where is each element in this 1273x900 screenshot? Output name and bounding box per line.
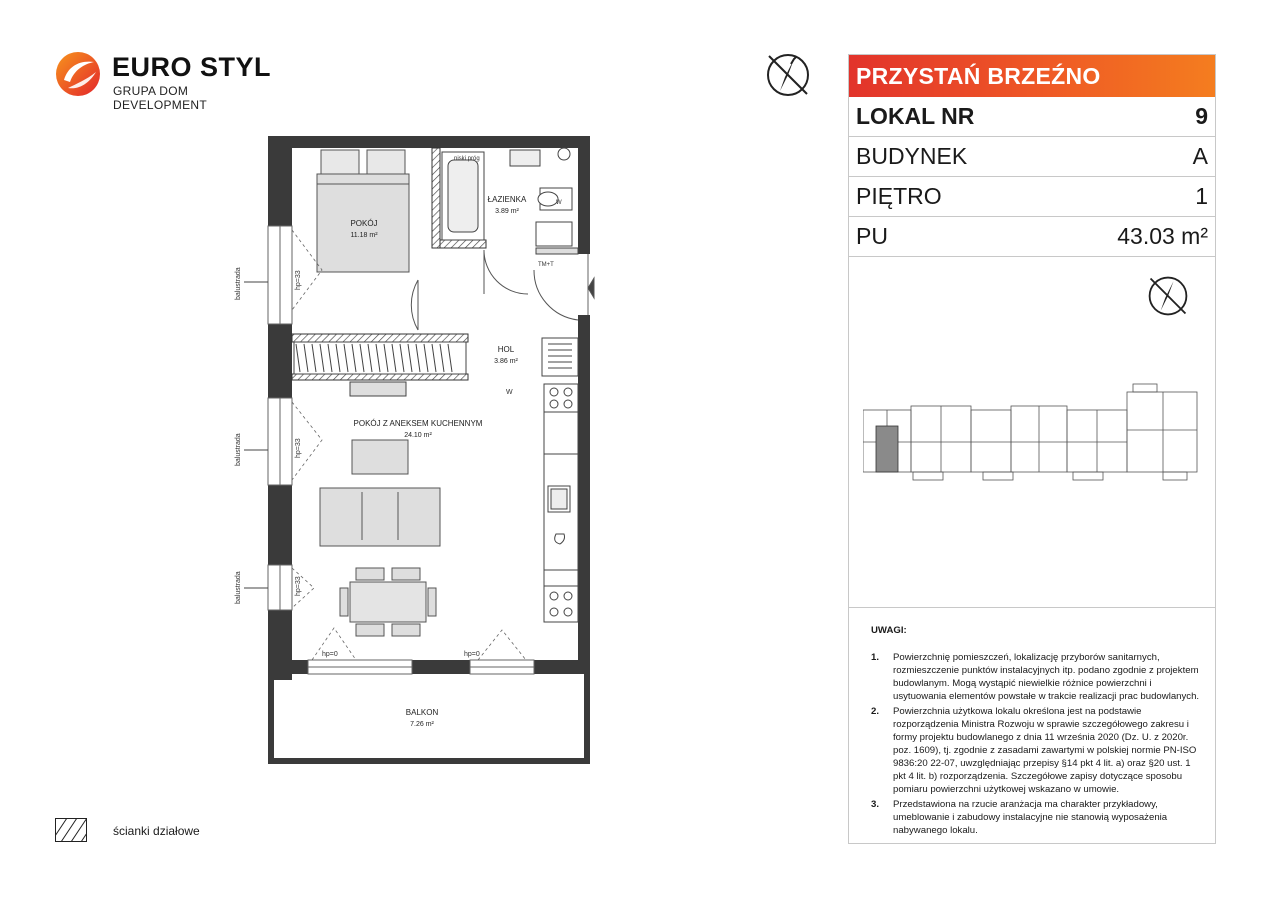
investment-title: PRZYSTAŃ BRZEŹNO [849, 55, 1215, 97]
room-name: POKÓJ [350, 219, 378, 228]
room-name: ŁAZIENKA [487, 195, 527, 204]
lokal-row [849, 97, 1215, 137]
room-area: 24.10 m² [404, 432, 432, 439]
room-area: 11.18 m² [350, 232, 378, 239]
washer-label: W [506, 389, 513, 396]
info-panel [848, 54, 1216, 844]
note-text: Przedstawiona na rzucie aranżacja ma charakter przykładowy, umeblowanie i zabudowy instalacyjne nie stanowią wyposażenia nabywanego lokalu. [893, 799, 1168, 836]
room-name: BALKON [405, 708, 439, 717]
room-name: HOL [497, 345, 515, 354]
floor-plan [222, 130, 612, 770]
note-text: Powierzchnię pomieszczeń, lokalizację przyborów sanitarnych, rozmieszczenie punktów instalacyjnych itp. podano zgodnie z projektem budowlanym. Mogą wystąpić niewielkie różnice powierzchni i usytuowania elementów powstałe w trakcie realizacji prac budowlanych. [893, 652, 1200, 702]
note-item [871, 798, 1201, 837]
row-label: PU [856, 223, 888, 249]
pu-row [849, 217, 1215, 257]
note-number: 3. [871, 799, 880, 810]
room-name: POKÓJ Z ANEKSEM KUCHENNYM [353, 419, 483, 428]
balustrada-label: balustrada [235, 433, 242, 466]
doors [411, 250, 594, 330]
building-floor-outline [863, 382, 1203, 492]
row-label: LOKAL NR [856, 103, 975, 129]
bedroom-furniture [317, 150, 409, 272]
note-number: 1. [871, 652, 880, 663]
hp-label: hp=0 [322, 651, 338, 658]
balustrades [244, 282, 268, 588]
selected-unit-highlight [876, 426, 898, 472]
row-label: BUDYNEK [856, 143, 968, 169]
row-value: 9 [1195, 103, 1208, 129]
room-area: 3.89 m² [495, 208, 519, 215]
eurostyl-flame-logo-icon [54, 50, 102, 98]
brand-subtitle: GRUPA DOM DEVELOPMENT [113, 84, 207, 112]
hp-label: hp=33 [295, 438, 302, 458]
note-item [871, 705, 1201, 796]
balustrada-label: balustrada [235, 267, 242, 300]
budynek-row [849, 137, 1215, 177]
niski-prog-label: niski próg [454, 156, 480, 162]
kitchen-counter [542, 338, 578, 622]
hp-label: hp=33 [295, 576, 302, 596]
wc-label: W [556, 200, 562, 206]
legend-label: ścianki działowe [113, 824, 200, 838]
hp-label: hp=0 [464, 651, 480, 658]
note-number: 2. [871, 706, 880, 717]
north-arrow-compass-icon [763, 50, 813, 100]
hatch-swatch-icon [55, 818, 87, 842]
balustrada-label: balustrada [235, 571, 242, 604]
note-item [871, 651, 1201, 703]
hp-label: hp=33 [295, 270, 302, 290]
note-text: Powierzchnia użytkowa lokalu określona jest na podstawie rozporządzenia Ministra Rozwoju w sprawie szczegółowego zakresu i formy projektu budowlanego z dnia 11 września 2020 (Dz. U. z 2020r. poz. 1609), tj. zgodnie z zasadami zawartymi w polskiej normie PN-ISO 9836:20 22-07, uwzględniając przepisy §14 pkt 4 lit. a) oraz §20 ust. 1 pkt 4 lit. b) rozporządzenia. Szczegółowe zapisy dotyczące sposobu pomiaru powierzchni użytkowej wskazano w umowie. [893, 706, 1197, 795]
tm-label: TM+T [538, 262, 554, 268]
row-label: PIĘTRO [856, 183, 942, 209]
building-location-map [849, 257, 1215, 608]
kitchen-labels [506, 389, 513, 396]
pietro-row [849, 177, 1215, 217]
row-value: 43.03 m² [1117, 223, 1208, 249]
balustrade-labels [235, 267, 242, 604]
notes-title: UWAGI: [871, 625, 907, 636]
notes-section [849, 608, 1215, 837]
wardrobe [294, 342, 466, 396]
north-arrow-compass-icon [1145, 273, 1191, 319]
brand-logo [54, 50, 284, 112]
room-area: 7.26 m² [410, 721, 434, 728]
row-value: 1 [1195, 183, 1208, 209]
room-area: 3.86 m² [494, 358, 518, 365]
row-value: A [1192, 143, 1208, 169]
living-furniture [320, 440, 440, 636]
brand-name: EURO STYL [112, 52, 272, 82]
